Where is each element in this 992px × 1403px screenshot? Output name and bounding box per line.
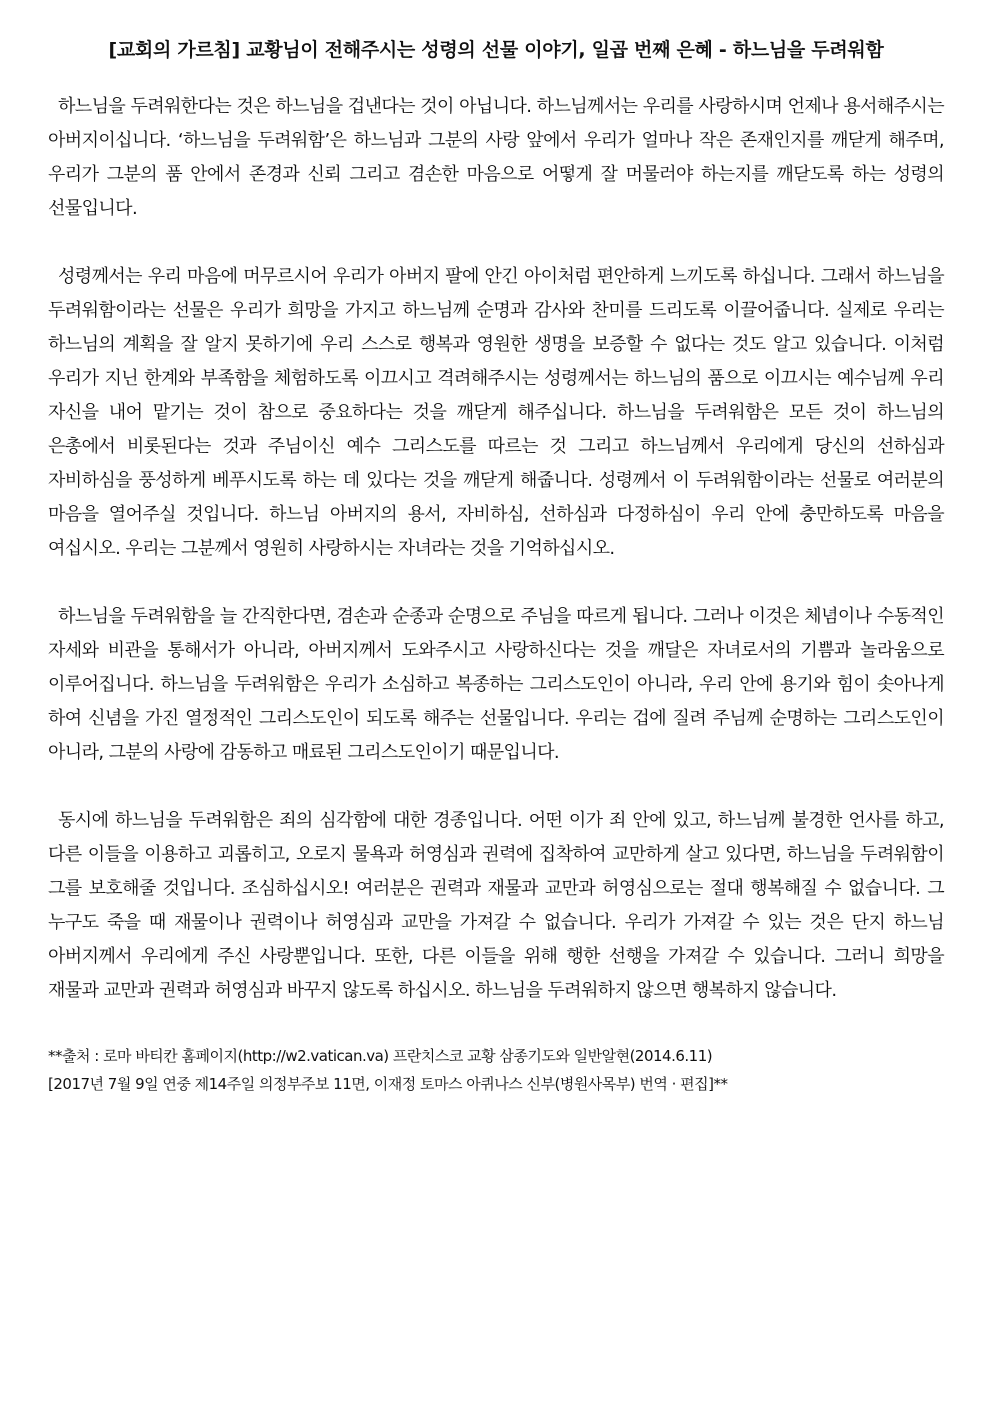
- paragraph-1-text: 하느님을 두려워한다는 것은 하느님을 겁낸다는 것이 아닙니다. 하느님께서는 우리를 사랑하시며 언제나 용서해주시는 아버지이십니다. ‘하느님을 두려워함’은 하느님과 그분의 사랑 앞에서 우리가 얼마나 작은 존재인지를 깨닫게 해주며, 우리가 그분의 품 안에서 존경과 신뢰 그리고 겸손한 마음으로 어떻게 잘 머물러야 하는지를 깨닫도록 하는 성령의 선물입니다.: [48, 96, 944, 219]
- paragraph-4-text: 동시에 하느님을 두려워함은 죄의 심각함에 대한 경종입니다. 어떤 이가 죄 안에 있고, 하느님께 불경한 언사를 하고, 다른 이들을 이용하고 괴롭히고, 오로지 물욕과 허영심과 권력에 집착하여 교만하게 살고 있다면, 하느님을 두려워함이 그를 보호해줄 것입니다. 조심하십시오! 여러분은 권력과 재물과 교만과 허영심으로는 절대 행복해질 수 없습니다. 그 누구도 죽을 때 재물이나 권력이나 허영심과 교만을 가져갈 수 없습니다. 우리가 가져갈 수 있는 것은 단지 하느님 아버지께서 우리에게 주신 사랑뿐입니다. 또한, 다른 이들을 위해 행한 선행을 가져갈 수 있습니다. 그러니 희망을 재물과 교만과 권력과 허영심과 바꾸지 않도록 하십시오. 하느님을 두려워하지 않으면 행복하지 않습니다.: [48, 810, 944, 1001]
- paragraph-1: [48, 90, 944, 226]
- document-page: [48, 36, 944, 1098]
- paragraph-3: [48, 600, 944, 770]
- page-title: [교회의 가르침] 교황님이 전해주시는 성령의 선물 이야기, 일곱 번째 은혜 - 하느님을 두려워함: [108, 39, 884, 61]
- source-line-2: [2017년 7월 9일 연중 제14주일 의정부주보 11면, 이재정 토마스 아퀴나스 신부(병원사목부) 번역 · 편집]**: [48, 1075, 728, 1093]
- paragraph-3-text: 하느님을 두려워함을 늘 간직한다면, 겸손과 순종과 순명으로 주님을 따르게 됩니다. 그러나 이것은 체념이나 수동적인 자세와 비관을 통해서가 아니라, 아버지께서 도와주시고 사랑하신다는 것을 깨달은 자녀로서의 기쁨과 놀라움으로 이루어집니다. 하느님을 두려워함은 우리가 소심하고 복종하는 그리스도인이 아니라, 우리 안에 용기와 힘이 솟아나게 하여 신념을 가진 열정적인 그리스도인이 되도록 해주는 선물입니다. 우리는 겁에 질려 주님께 순명하는 그리스도인이 아니라, 그분의 사랑에 감동하고 매료된 그리스도인이기 때문입니다.: [48, 606, 944, 763]
- paragraph-2-text: 성령께서는 우리 마음에 머무르시어 우리가 아버지 팔에 안긴 아이처럼 편안하게 느끼도록 하십니다. 그래서 하느님을 두려워함이라는 선물은 우리가 희망을 가지고 하느님께 순명과 감사와 찬미를 드리도록 이끌어줍니다. 실제로 우리는 하느님의 계획을 잘 알지 못하기에 우리 스스로 행복과 영원한 생명을 보증할 수 없다는 것도 알고 있습니다. 이처럼 우리가 지닌 한계와 부족함을 체험하도록 이끄시고 격려해주시는 성령께서는 하느님의 품으로 이끄시는 예수님께 우리 자신을 내어 맡기는 것이 참으로 중요하다는 것을 깨닫게 해주십니다. 하느님을 두려워함은 모든 것이 하느님의 은총에서 비롯된다는 것과 주님이신 예수 그리스도를 따르는 것 그리고 하느님께서 우리에게 당신의 선하심과 자비하심을 풍성하게 베푸시도록 하는 데 있다는 것을 깨닫게 해줍니다. 성령께서 이 두려워함이라는 선물로 여러분의 마음을 열어주실 것입니다. 하느님 아버지의 용서, 자비하심, 선하심과 다정하심이 우리 안에 충만하도록 마음을 여십시오. 우리는 그분께서 영원히 사랑하시는 자녀라는 것을 기억하십시오.: [48, 266, 944, 559]
- paragraph-4: [48, 804, 944, 1008]
- source-line-1: **출처 : 로마 바티칸 홈페이지(http://w2.vatican.va) 프란치스코 교황 삼종기도와 일반알현(2014.6.11): [48, 1047, 713, 1065]
- paragraph-2: [48, 260, 944, 566]
- source-citation: [48, 1042, 944, 1098]
